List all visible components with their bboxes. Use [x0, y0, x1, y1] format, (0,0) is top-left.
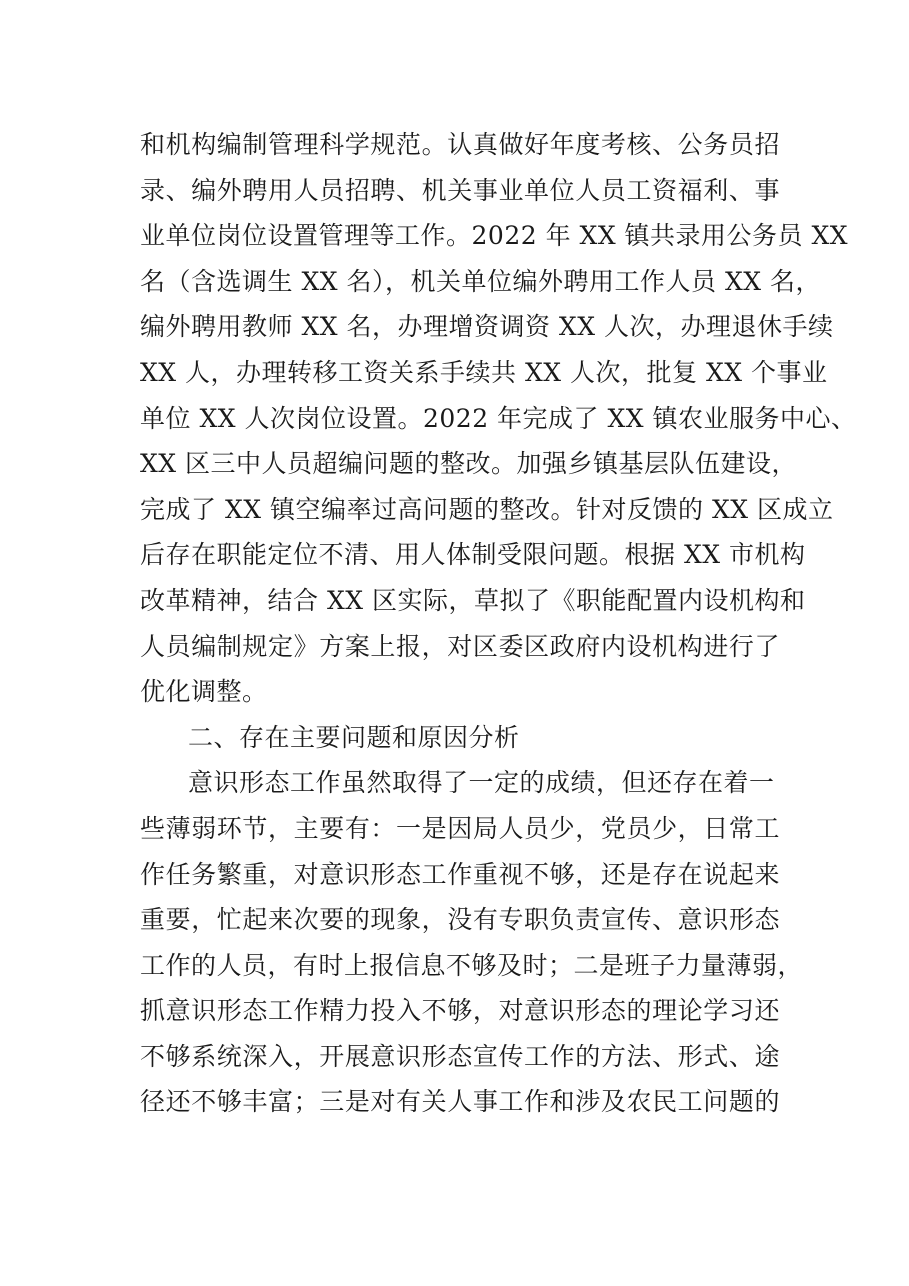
text-line: XX 人，办理转移工资关系手续共 XX 人次，批复 XX 个事业 [140, 357, 828, 387]
text-line: 重要，忙起来次要的现象，没有专职负责宣传、意识形态 [140, 905, 780, 935]
text-line: 单位 XX 人次岗位设置。2022 年完成了 XX 镇农业服务中心、 [140, 403, 857, 433]
text-line: 业单位岗位设置管理等工作。2022 年 XX 镇共录用公务员 XX [140, 221, 849, 251]
text-line: 后存在职能定位不清、用人体制受限问题。根据 XX 市机构 [140, 540, 806, 570]
text-line: 抓意识形态工作精力投入不够，对意识形态的理论学习还 [140, 996, 780, 1026]
document-body [140, 122, 857, 1125]
text-line: 些薄弱环节，主要有：一是因局人员少，党员少，日常工 [140, 813, 780, 843]
section-heading: 二、存在主要问题和原因分析 [188, 722, 520, 752]
text-line: 人员编制规定》方案上报，对区委区政府内设机构进行了 [140, 631, 780, 661]
text-line: 工作的人员，有时上报信息不够及时；二是班子力量薄弱， [140, 950, 804, 980]
text-line: 和机构编制管理科学规范。认真做好年度考核、公务员招 [140, 130, 780, 159]
text-line: 改革精神，结合 XX 区实际，草拟了《职能配置内设机构和 [140, 585, 806, 615]
text-line: 径还不够丰富；三是对有关人事工作和涉及农民工问题的 [140, 1087, 780, 1117]
text-line: 完成了 XX 镇空编率过高问题的整改。针对反馈的 XX 区成立 [140, 494, 834, 524]
paragraph-staffing-work [140, 122, 857, 715]
text-line: 作任务繁重，对意识形态工作重视不够，还是存在说起来 [140, 859, 780, 889]
paragraph-problems [140, 760, 804, 1125]
text-line: XX 区三中人员超编问题的整改。加强乡镇基层队伍建设， [140, 449, 798, 479]
text-line: 名（含选调生 XX 名），机关单位编外聘用工作人员 XX 名， [140, 266, 821, 296]
text-line: 优化调整。 [140, 677, 268, 707]
text-line: 不够系统深入，开展意识形态宣传工作的方法、形式、途 [140, 1041, 780, 1071]
text-line: 编外聘用教师 XX 名，办理增资调资 XX 人次，办理退休手续 [140, 312, 834, 342]
text-line: 录、编外聘用人员招聘、机关事业单位人员工资福利、事 [140, 175, 780, 205]
text-line: 意识形态工作虽然取得了一定的成绩，但还存在着一 [188, 768, 775, 798]
